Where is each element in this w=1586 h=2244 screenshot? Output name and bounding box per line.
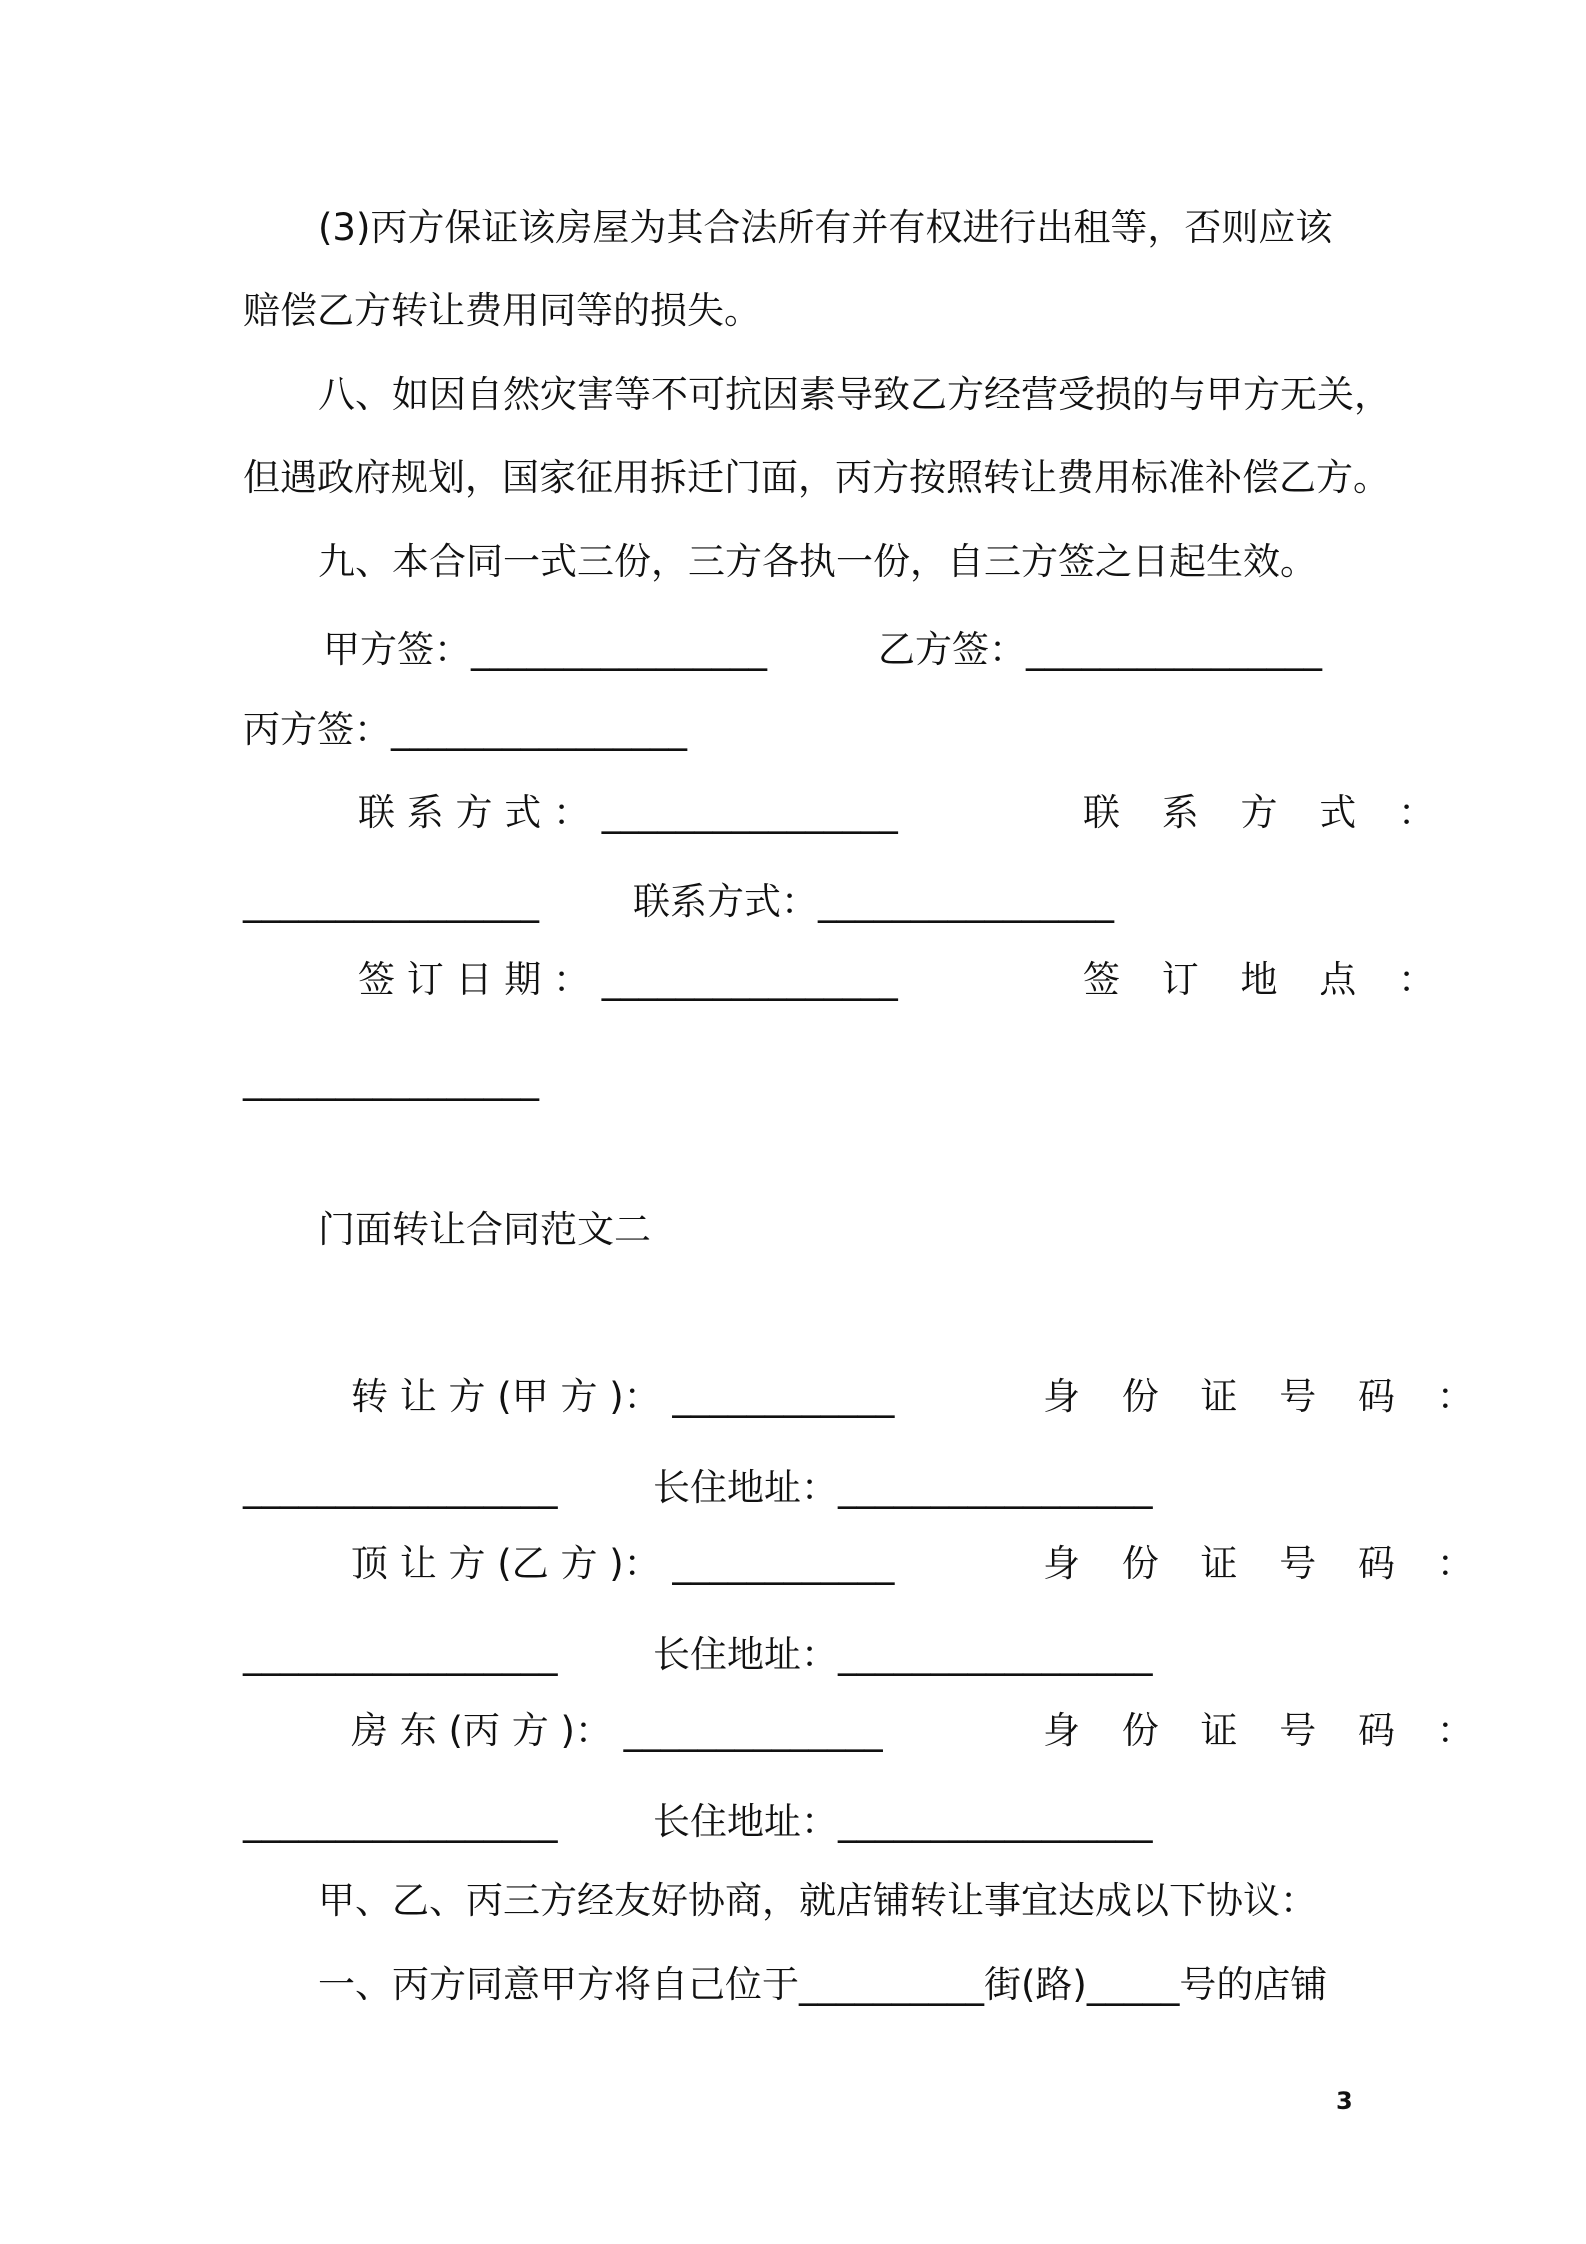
- party-a-signature: 甲方签：________________: [323, 628, 767, 671]
- contact-3: 联系方式：________________: [633, 880, 1114, 923]
- sign-date: 签 订 日 期 ： ________________: [358, 958, 898, 1001]
- paragraph-8-line-2: 但遇政府规划，国家征用拆迁门面，丙方按照转让费用标准补偿乙方。: [243, 456, 1390, 499]
- transferee-name: 顶 让 方 (乙 方 )： ____________: [351, 1542, 895, 1585]
- landlord-id-label: 身 份 证 号 码 ：: [1043, 1709, 1489, 1752]
- landlord-id-blank: _________________: [243, 1800, 558, 1843]
- second-sample-title: 门面转让合同范文二: [318, 1208, 651, 1251]
- landlord-name: 房 东 (丙 方 )： ______________: [351, 1709, 883, 1752]
- transferor-address: 长住地址：_________________: [653, 1466, 1153, 1509]
- transferor-id-blank: _________________: [243, 1466, 558, 1509]
- paragraph-3-line-1: (3)丙方保证该房屋为其合法所有并有权进行出租等，否则应该: [318, 206, 1333, 249]
- page-number: 3: [1336, 2087, 1353, 2115]
- transferee-id-label: 身 份 证 号 码 ：: [1043, 1542, 1489, 1585]
- transferee-id-blank: _________________: [243, 1633, 558, 1676]
- transferor-name: 转 让 方 (甲 方 )： ____________: [351, 1375, 895, 1418]
- transferor-id-label: 身 份 证 号 码 ：: [1043, 1375, 1489, 1418]
- party-b-signature: 乙方签：________________: [878, 628, 1322, 671]
- paragraph-3-line-2: 赔偿乙方转让费用同等的损失。: [243, 289, 761, 332]
- contact-2-blank: ________________: [243, 880, 539, 923]
- transferee-address: 长住地址：_________________: [653, 1633, 1153, 1676]
- agreement-intro: 甲、乙、丙三方经友好协商，就店铺转让事宜达成以下协议：: [318, 1879, 1317, 1922]
- contact-1: 联 系 方 式 ： ________________: [358, 791, 898, 834]
- paragraph-8-line-1: 八、如因自然灾害等不可抗因素导致乙方经营受损的与甲方无关，: [318, 373, 1391, 416]
- contact-2-label: 联 系 方 式 ：: [1083, 791, 1451, 834]
- paragraph-9: 九、本合同一式三份，三方各执一份，自三方签之日起生效。: [318, 540, 1317, 583]
- sign-place-label: 签 订 地 点 ：: [1083, 958, 1451, 1001]
- clause-1: 一、丙方同意甲方将自己位于__________街(路)_____号的店铺: [318, 1963, 1328, 2006]
- sign-place-blank: ________________: [243, 1058, 539, 1101]
- landlord-address: 长住地址：_________________: [653, 1800, 1153, 1843]
- party-c-signature: 丙方签：________________: [243, 708, 687, 751]
